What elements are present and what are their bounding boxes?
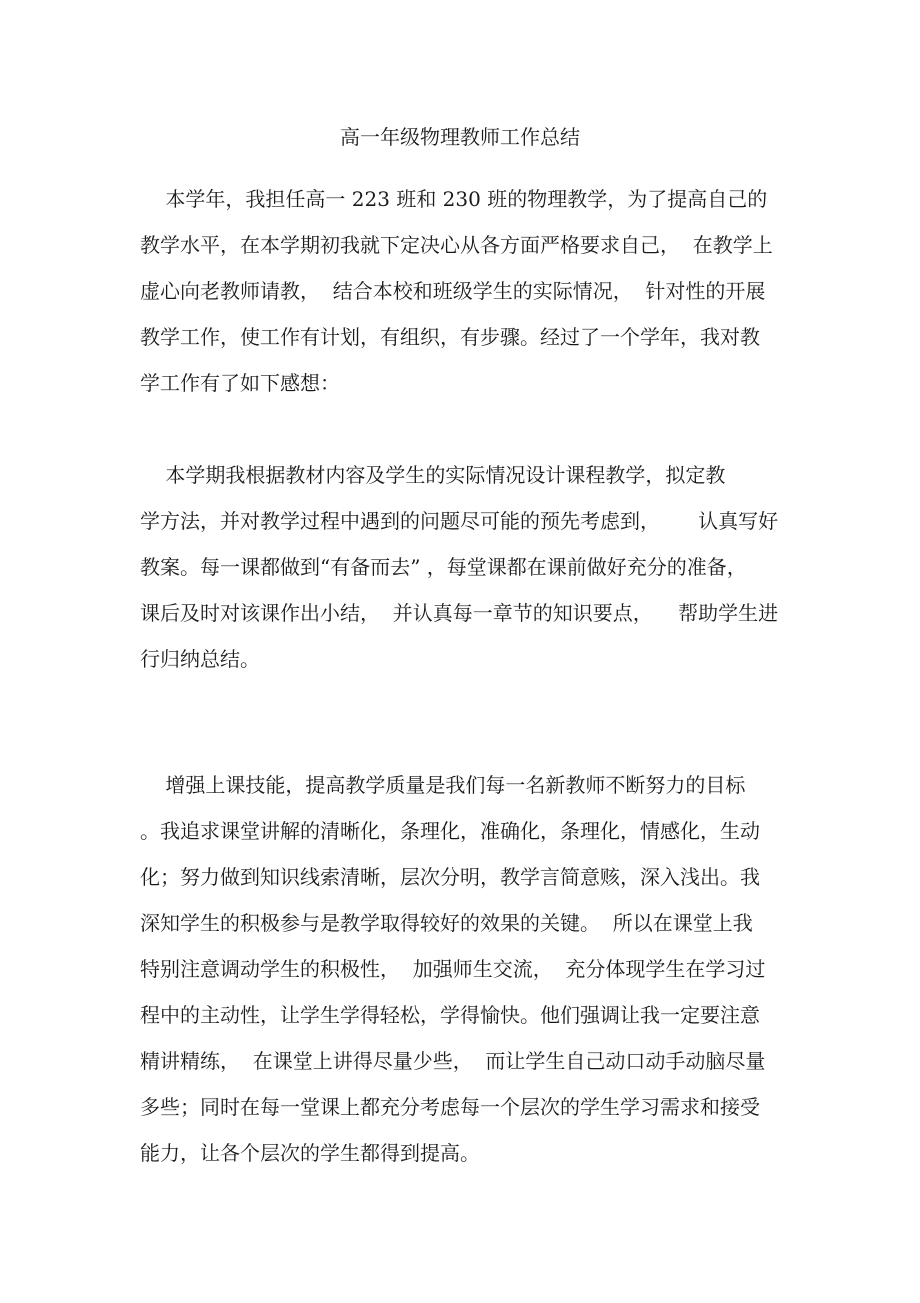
paragraph-line: 增强上课技能，提高教学质量是我们每一名新教师不断努力的目标 (140, 773, 746, 797)
paragraph-line: 行归纳总结。 (140, 647, 260, 671)
paragraph-line: 学工作有了如下感想： (140, 371, 340, 395)
paragraph-line: 化；努力做到知识线索清晰，层次分明，教学言简意赅，深入浅出。我 (140, 865, 760, 889)
paragraph-line: 特别注意调动学生的积极性， 加强师生交流， 充分体现学生在学习过 (140, 957, 766, 981)
paragraph-line: 学方法，并对教学过程中遇到的问题尽可能的预先考虑到， 认真写好 (140, 509, 779, 533)
paragraph-line: 教学工作，使工作有计划，有组织，有步骤。经过了一个学年，我对教 (140, 325, 760, 349)
document-title: 高一年级物理教师工作总结 (340, 125, 580, 149)
paragraph-line: 精讲精练， 在课堂上讲得尽量少些， 而让学生自己动口动手动脑尽量 (140, 1049, 766, 1073)
paragraph-line: 程中的主动性，让学生学得轻松，学得愉快。他们强调让我一定要注意 (140, 1003, 760, 1027)
paragraph-line: 教学水平，在本学期初我就下定决心从各方面严格要求自己， 在教学上 (140, 233, 773, 257)
paragraph-line: 本学期我根据教材内容及学生的实际情况设计课程教学，拟定教 (140, 463, 726, 487)
paragraph-line: 本学年，我担任高一 223 班和 230 班的物理教学，为了提高自己的 (140, 187, 768, 211)
paragraph-line: 。我追求课堂讲解的清晰化，条理化，准确化，条理化，情感化，生动 (140, 819, 760, 843)
paragraph-line: 虚心向老教师请教， 结合本校和班级学生的实际情况， 针对性的开展 (140, 279, 766, 303)
paragraph-line: 多些；同时在每一堂课上都充分考虑每一个层次的学生学习需求和接受 (140, 1095, 760, 1119)
paragraph-line: 深知学生的积极参与是教学取得较好的效果的关键。 所以在课堂上我 (140, 911, 753, 935)
paragraph-line: 课后及时对该课作出小结， 并认真每一章节的知识要点， 帮助学生进 (140, 601, 779, 625)
paragraph-line: 能力，让各个层次的学生都得到提高。 (140, 1141, 480, 1165)
paragraph-line: 教案。每一课都做到“有备而去” ，每堂课都在课前做好充分的准备， (140, 555, 747, 579)
